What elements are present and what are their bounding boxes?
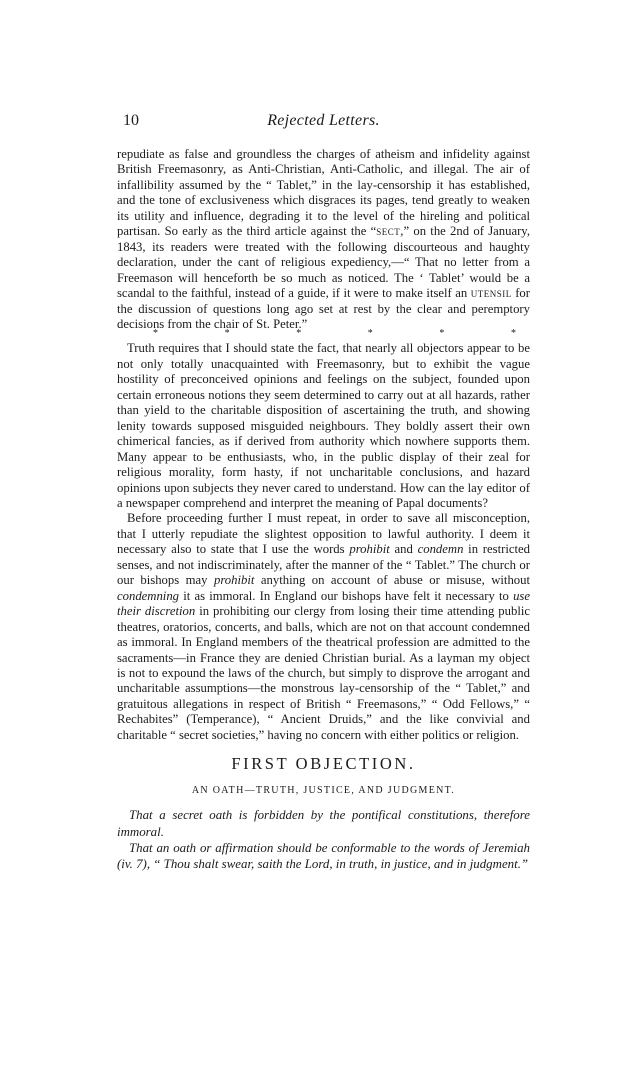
- text-run: repudiate as false and groundless the charges of atheism and infidelity against British Freemasonry, as Anti-Christian, Anti-Catholic, and illegal. The air of infallibility assumed by the “ Tablet,” in the lay-censorship it has established, and the tone of exclusiveness which disgraces its pages, tend greatly to weaken its utility and influence, degrading it to the level of the hireling and political partisan. So early as the third article against the “: [117, 147, 530, 239]
- text-run: it as immoral. In England our bishops have felt it necessary to: [179, 588, 514, 603]
- page-number: 10: [123, 112, 139, 129]
- paragraph-before-proceeding: [117, 511, 530, 743]
- text-run: in prohibiting our clergy from losing their time attending public theatres, oratorios, concerts, and balls, which are not on that account condemned as immoral. In England members of the theatrical profession are admitted to the sacraments—in France they are denied Christian burial. As a layman my object is not to expound the laws of the church, but simply to disprove the arrogant and uncharitable assumptions—the monstrous lay-censorship of the “ Tablet,” and gratuitous allegations in respect of British “ Freemasons,” “ Odd Fellows,” “ Rechabites” (Temperance), “ Ancient Druids,” and the like convivial and charitable “ secret societies,” having no concern with either politics or religion.: [117, 604, 530, 742]
- italic-phrase-discretion: use their discretion: [117, 588, 530, 619]
- paragraph-tablet-criticism: [117, 147, 530, 332]
- italic-word-condemning: condemning: [117, 588, 180, 603]
- italic-word-prohibit: prohibit: [213, 573, 255, 588]
- text-run: and: [389, 542, 418, 557]
- small-caps-utensil: utensil: [470, 286, 512, 301]
- asterisk: *: [153, 328, 158, 340]
- text-run: anything on account of abuse or misuse, without: [254, 573, 530, 588]
- italic-word-prohibit: prohibit: [349, 542, 390, 557]
- text-run: for the discussion of questions long ago set at rest by the clear and peremptory decisions from the chair of St. Peter.”: [117, 286, 530, 331]
- text-run: ,” on the 2nd of January, 1843, its readers were treated with the following discourteous and haughty declaration, under the cant of religious expediency,—“ That no letter from a Freemason will henceforth be so much as noticed. The ‘ Tablet’ would be a scandal to the faithful, instead of a guide, if it were to make itself an: [117, 224, 530, 301]
- italic-word-condemn: condemn: [417, 542, 464, 557]
- asterisk: *: [367, 328, 373, 340]
- asterisk: *: [296, 328, 302, 340]
- running-title: Rejected Letters.: [267, 112, 380, 129]
- asterisk: *: [224, 328, 230, 340]
- asterisk: *: [510, 328, 516, 340]
- asterisk: *: [439, 328, 445, 340]
- paragraph-truth-requires: Truth requires that I should state the fact, that nearly all objectors appear to be not only totally unacquainted with Freemasonry, but to exhibit the vague hostility of preconceived opinions and feelings on the subject, founded upon certain erroneous notions they seem determined to carry out at all hazards, rather than yield to the charitable disposition of ascertaining the truth, and showing lenity towards supposed misguided neighbours. They boldly assert their own chimerical fancies, as if derived from authority which nowhere supports them. Many appear to be enthusiasts, who, in the public display of their zeal for religious morality, form hasty, if not uncharitable conclusions, and hazard opinions upon subjects they never cared to understand. How can the lay editor of a newspaper comprehend and interpret the meaning of Papal documents?: [117, 341, 530, 510]
- section-heading: FIRST OBJECTION.: [231, 754, 416, 774]
- objection-text: [117, 807, 530, 872]
- objection-statement-1: That a secret oath is forbidden by the pontifical constitutions, therefore immoral.: [117, 808, 530, 839]
- section-subheading: AN OATH—TRUTH, JUSTICE, AND JUDGMENT.: [191, 785, 456, 797]
- text-run: in restricted senses, and not indiscriminately, after the manner of the “ Tablet.” The church or our bishops may: [117, 542, 531, 588]
- page-header: [117, 112, 530, 138]
- text-run: Before proceeding further I must repeat, in order to save all misconception, that I utterly repudiate the slightest opposition to lawful authority. I deem it necessary also to state that I use the words: [117, 511, 530, 557]
- body-text: [117, 147, 530, 743]
- objection-statement-2: That an oath or affirmation should be conformable to the words of Jeremiah (iv. 7), “ Thou shalt swear, saith the Lord, in truth, in justice, and in judgment.”: [117, 840, 530, 872]
- book-page: [117, 112, 530, 872]
- small-caps-sect: sect: [376, 224, 401, 239]
